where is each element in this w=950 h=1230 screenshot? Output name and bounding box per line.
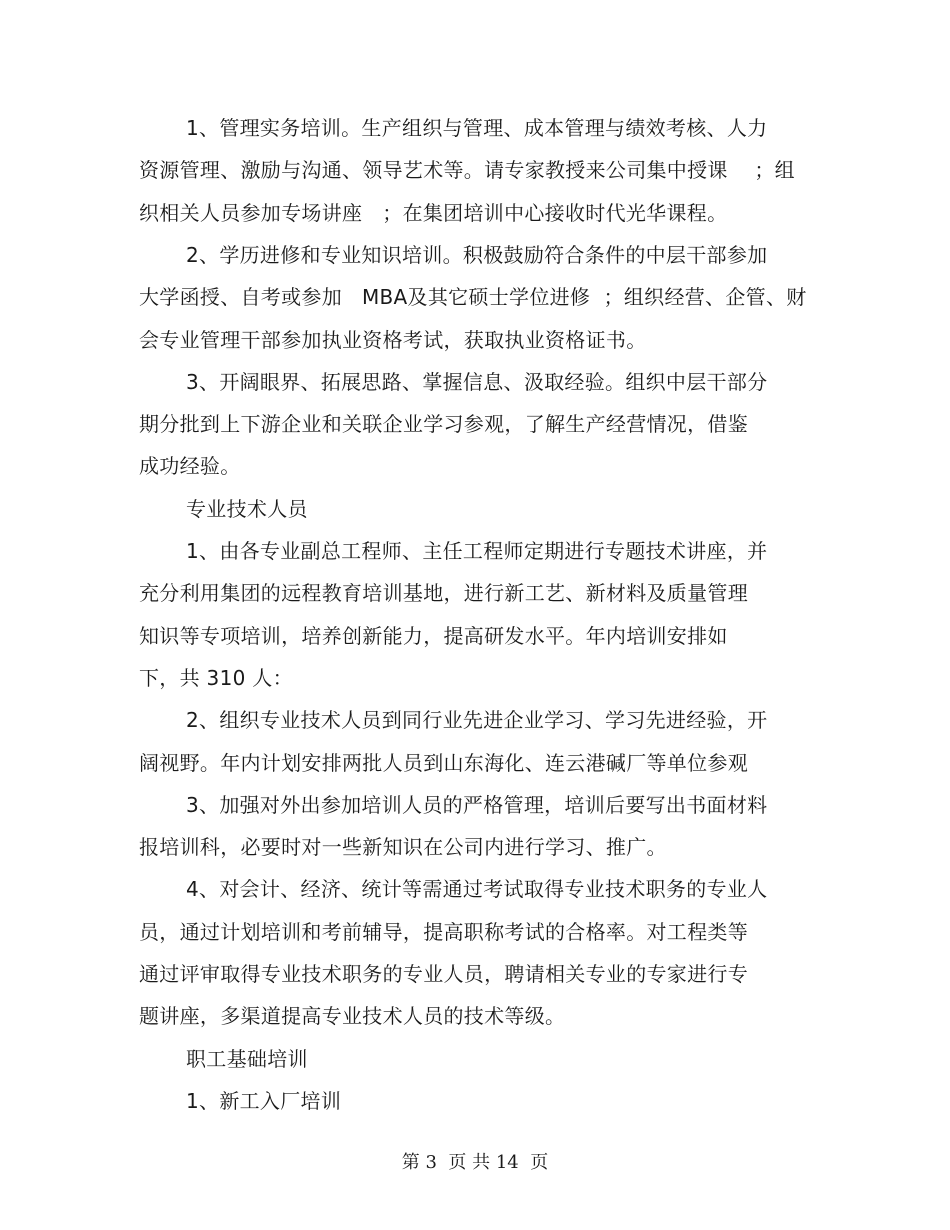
text-line: 1、新工入厂培训 <box>186 1089 342 1113</box>
text-line: 通过评审取得专业技术职务的专业人员，聘请相关专业的专家进行专 <box>139 962 748 986</box>
text-line: 充分利用集团的远程教育培训基地，进行新工艺、新材料及质量管理 <box>139 581 748 605</box>
text-line: 织相关人员参加专场讲座 ；在集团培训中心接收时代光华课程。 <box>139 201 728 225</box>
text-line: 下，共 310 人： <box>139 666 293 690</box>
text-line: 大学函授、自考或参加 MBA及其它硕士学位进修 ；组织经营、企管、财 <box>139 285 807 309</box>
text-line: 3、开阔眼界、拓展思路、掌握信息、汲取经验。组织中层干部分 <box>186 370 768 394</box>
text-line: 题讲座，多渠道提高专业技术人员的技术等级。 <box>139 1004 566 1028</box>
section-heading: 专业技术人员 <box>186 497 308 521</box>
text-line: 3、加强对外出参加培训人员的严格管理，培训后要写出书面材料 <box>186 793 768 817</box>
text-line: 资源管理、激励与沟通、领导艺术等。请专家教授来公司集中授课 ；组 <box>139 158 795 182</box>
text-line: 4、对会计、经济、统计等需通过考试取得专业技术职务的专业人 <box>186 877 768 901</box>
text-line: 会专业管理干部参加执业资格考试，获取执业资格证书。 <box>139 328 647 352</box>
text-line: 员，通过计划培训和考前辅导，提高职称考试的合格率。对工程类等 <box>139 920 748 944</box>
page-footer: 第 3 页 共 14 页 <box>401 1152 549 1173</box>
text-line: 期分批到上下游企业和关联企业学习参观，了解生产经营情况，借鉴 <box>139 412 748 436</box>
text-line: 报培训科，必要时对一些新知识在公司内进行学习、推广。 <box>139 835 667 859</box>
text-line: 1、由各专业副总工程师、主任工程师定期进行专题技术讲座，并 <box>186 539 768 563</box>
text-line: 成功经验。 <box>139 454 241 478</box>
text-line: 2、组织专业技术人员到同行业先进企业学习、学习先进经验，开 <box>186 708 768 732</box>
text-line: 阔视野。年内计划安排两批人员到山东海化、连云港碱厂等单位参观 <box>139 751 748 775</box>
section-heading: 职工基础培训 <box>186 1047 308 1071</box>
text-line: 1、管理实务培训。生产组织与管理、成本管理与绩效考核、人力 <box>186 116 768 140</box>
text-line: 知识等专项培训，培养创新能力，提高研发水平。年内培训安排如 <box>139 624 728 648</box>
text-line: 2、学历进修和专业知识培训。积极鼓励符合条件的中层干部参加 <box>186 243 768 267</box>
